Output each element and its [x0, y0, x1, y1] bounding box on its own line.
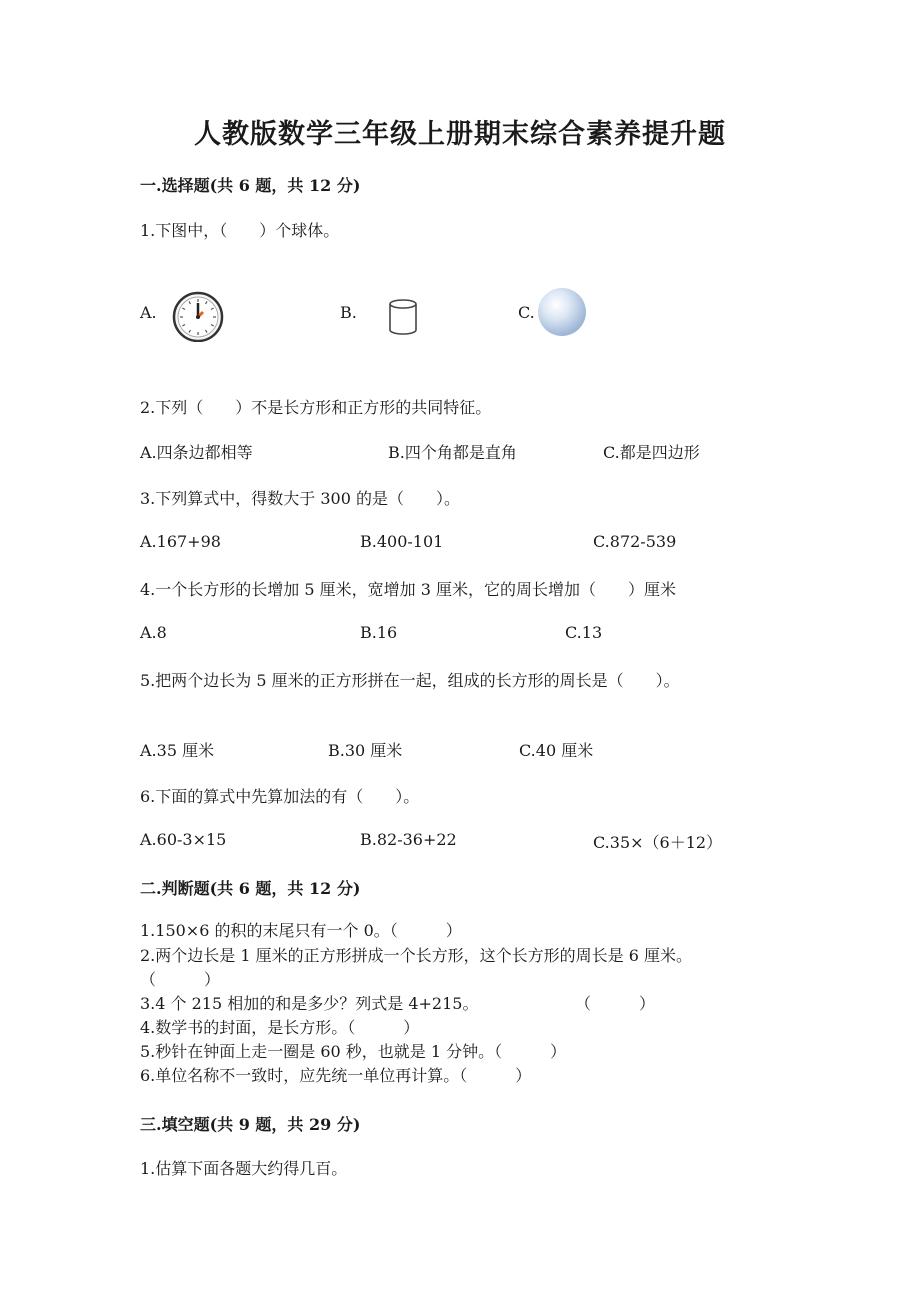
q5-option-a: A.35 厘米 — [140, 741, 215, 760]
judge-item-2-paren: （ ） — [140, 970, 221, 989]
q1-option-a-label: A. — [140, 303, 157, 322]
q3-option-b: B.400-101 — [360, 532, 444, 551]
q6-option-b: B.82-36+22 — [360, 830, 457, 849]
judge-item-3-paren: （ ） — [575, 994, 656, 1013]
q4-option-b: B.16 — [360, 623, 398, 642]
judge-item-6: 6.单位名称不一致时，应先统一单位再计算。（ ） — [140, 1066, 532, 1085]
question-3-stem: 3.下列算式中，得数大于 300 的是（ ）。 — [140, 489, 460, 508]
q4-option-c: C.13 — [565, 623, 603, 642]
question-2-stem: 2.下列（ ）不是长方形和正方形的共同特征。 — [140, 398, 492, 417]
fill-question-1-stem: 1.估算下面各题大约得几百。 — [140, 1159, 348, 1178]
judge-item-4: 4.数学书的封面，是长方形。（ ） — [140, 1018, 420, 1037]
q4-option-a: A.8 — [140, 623, 167, 642]
q6-option-a: A.60-3×15 — [140, 830, 227, 849]
q2-option-b: B.四个角都是直角 — [388, 443, 517, 462]
q1-option-b-label: B. — [340, 303, 357, 322]
clock-icon — [170, 290, 226, 342]
page-title: 人教版数学三年级上册期末综合素养提升题 — [194, 119, 726, 150]
q3-option-a: A.167+98 — [140, 532, 221, 551]
q1-option-c-label: C. — [518, 303, 535, 322]
q2-option-a: A.四条边都相等 — [140, 443, 253, 462]
q6-option-c: C.35×（6＋12） — [593, 833, 723, 852]
section-heading-fill: 三.填空题(共 9 题，共 29 分) — [140, 1115, 361, 1134]
section-heading-choice: 一.选择题(共 6 题，共 12 分) — [140, 176, 361, 195]
q2-option-c: C.都是四边形 — [603, 443, 700, 462]
judge-item-3: 3.4 个 215 相加的和是多少？列式是 4+215。 — [140, 994, 479, 1013]
question-4-stem: 4.一个长方形的长增加 5 厘米，宽增加 3 厘米，它的周长增加（ ）厘米 — [140, 580, 676, 599]
q5-option-c: C.40 厘米 — [519, 741, 594, 760]
section-heading-judge: 二.判断题(共 6 题，共 12 分) — [140, 879, 361, 898]
judge-item-1: 1.150×6 的积的末尾只有一个 0。（ ） — [140, 921, 462, 940]
question-6-stem: 6.下面的算式中先算加法的有（ ）。 — [140, 787, 420, 806]
sphere-icon — [535, 285, 589, 339]
judge-item-5: 5.秒针在钟面上走一圈是 60 秒，也就是 1 分钟。（ ） — [140, 1042, 567, 1061]
question-5-stem: 5.把两个边长为 5 厘米的正方形拼在一起，组成的长方形的周长是（ ）。 — [140, 671, 680, 690]
q3-option-c: C.872-539 — [593, 532, 677, 551]
q5-option-b: B.30 厘米 — [328, 741, 403, 760]
judge-item-2: 2.两个边长是 1 厘米的正方形拼成一个长方形，这个长方形的周长是 6 厘米。 — [140, 946, 692, 965]
cylinder-icon — [385, 297, 421, 337]
question-1-stem: 1.下图中，（ ）个球体。 — [140, 221, 340, 240]
